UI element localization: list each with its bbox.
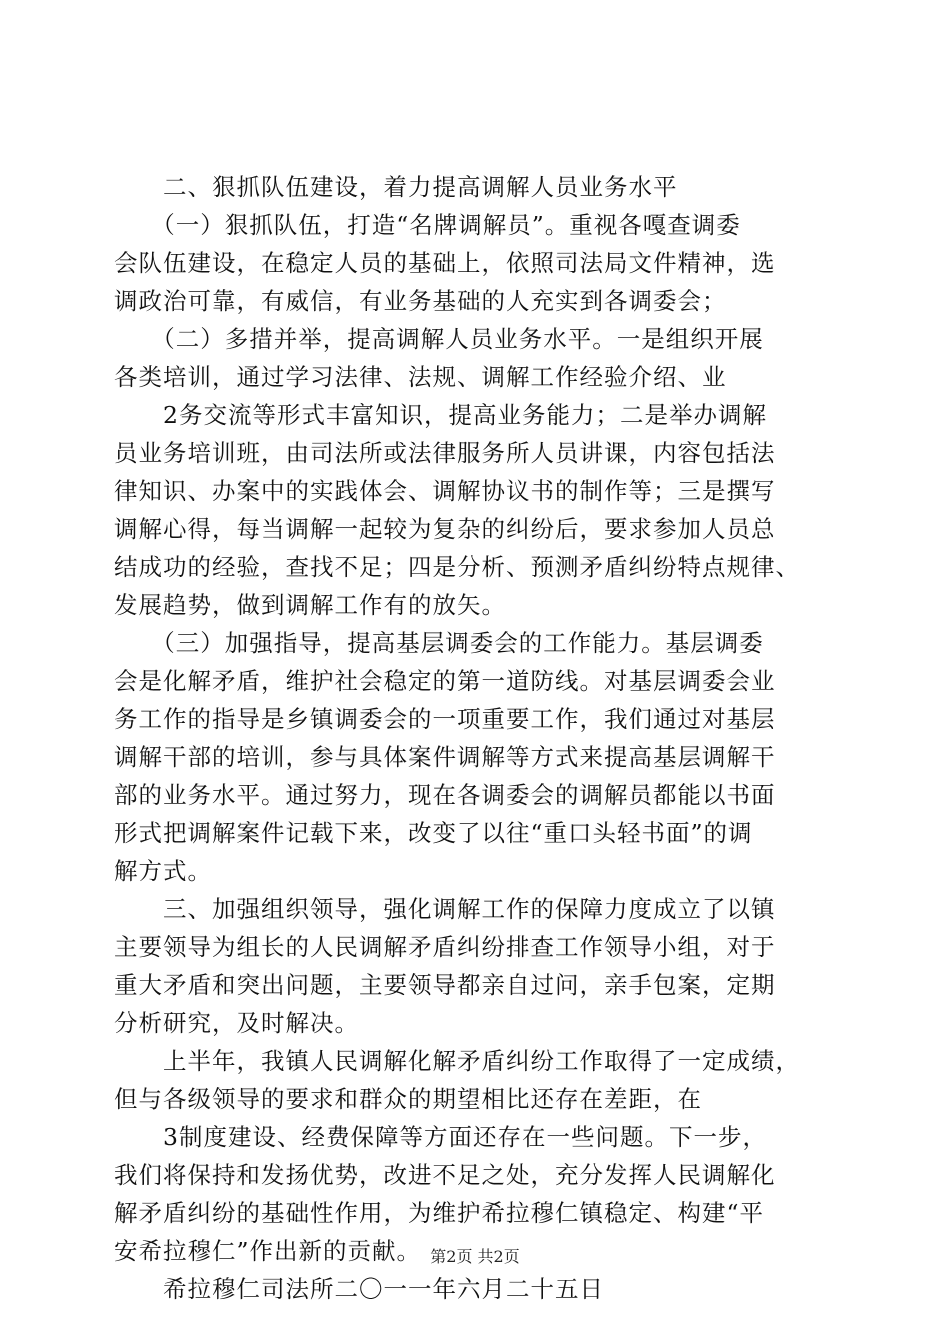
page-number-footer: 第2页 共2页 [430, 1247, 520, 1266]
text-line: 会是化解矛盾，维护社会稳定的第一道防线。对基层调委会业 [114, 667, 776, 695]
text-line: 上半年，我镇人民调解化解矛盾纠纷工作取得了一定成绩， [114, 1047, 800, 1075]
text-line: 结成功的经验，查找不足；四是分析、预测矛盾纠纷特点规律、 [114, 553, 800, 581]
text-line: （三）加强指导，提高基层调委会的工作能力。基层调委 [114, 629, 764, 657]
text-line: 我们将保持和发扬优势，改进不足之处，充分发挥人民调解化 [114, 1161, 776, 1189]
text-line: 调政治可靠，有威信，有业务基础的人充实到各调委会； [114, 287, 727, 315]
text-line: 各类培训，通过学习法律、法规、调解工作经验介绍、业 [114, 363, 727, 391]
text-line: 主要领导为组长的人民调解矛盾纠纷排查工作领导小组，对于 [114, 933, 776, 961]
document-body [114, 168, 844, 1308]
signature-date-line: 希拉穆仁司法所二〇一一年六月二十五日 [114, 1275, 604, 1303]
text-line: 解矛盾纠纷的基础性作用，为维护希拉穆仁镇稳定、构建“平 [114, 1199, 765, 1227]
text-line: （二）多措并举，提高调解人员业务水平。一是组织开展 [114, 325, 764, 353]
text-line: 发展趋势，做到调解工作有的放矢。 [114, 591, 506, 619]
text-line: 形式把调解案件记载下来，改变了以往“重口头轻书面”的调 [114, 819, 753, 847]
text-line: 分析研究，及时解决。 [114, 1009, 359, 1037]
text-line: 重大矛盾和突出问题，主要领导都亲自过问，亲手包案，定期 [114, 971, 776, 999]
text-line: 员业务培训班，由司法所或法律服务所人员讲课，内容包括法 [114, 439, 776, 467]
text-line: 三、加强组织领导，强化调解工作的保障力度成立了以镇 [114, 895, 776, 923]
text-line: 部的业务水平。通过努力，现在各调委会的调解员都能以书面 [114, 781, 776, 809]
text-line: 3制度建设、经费保障等方面还存在一些问题。下一步， [114, 1123, 767, 1151]
text-line: 调解心得，每当调解一起较为复杂的纠纷后，要求参加人员总 [114, 515, 776, 543]
text-line: 二、狠抓队伍建设，着力提高调解人员业务水平 [114, 173, 678, 201]
text-line: 解方式。 [114, 857, 212, 885]
text-line: （一）狠抓队伍，打造“名牌调解员”。重视各嘎查调委 [114, 211, 741, 239]
text-line: 务工作的指导是乡镇调委会的一项重要工作，我们通过对基层 [114, 705, 776, 733]
text-line: 但与各级领导的要求和群众的期望相比还存在差距，在 [114, 1085, 702, 1113]
text-line: 安希拉穆仁”作出新的贡献。 [114, 1237, 422, 1265]
text-line: 会队伍建设，在稳定人员的基础上，依照司法局文件精神，选 [114, 249, 776, 277]
text-line: 调解干部的培训，参与具体案件调解等方式来提高基层调解干 [114, 743, 776, 771]
text-line: 2务交流等形式丰富知识，提高业务能力；二是举办调解 [114, 401, 767, 429]
text-line: 律知识、办案中的实践体会、调解协议书的制作等；三是撰写 [114, 477, 776, 505]
